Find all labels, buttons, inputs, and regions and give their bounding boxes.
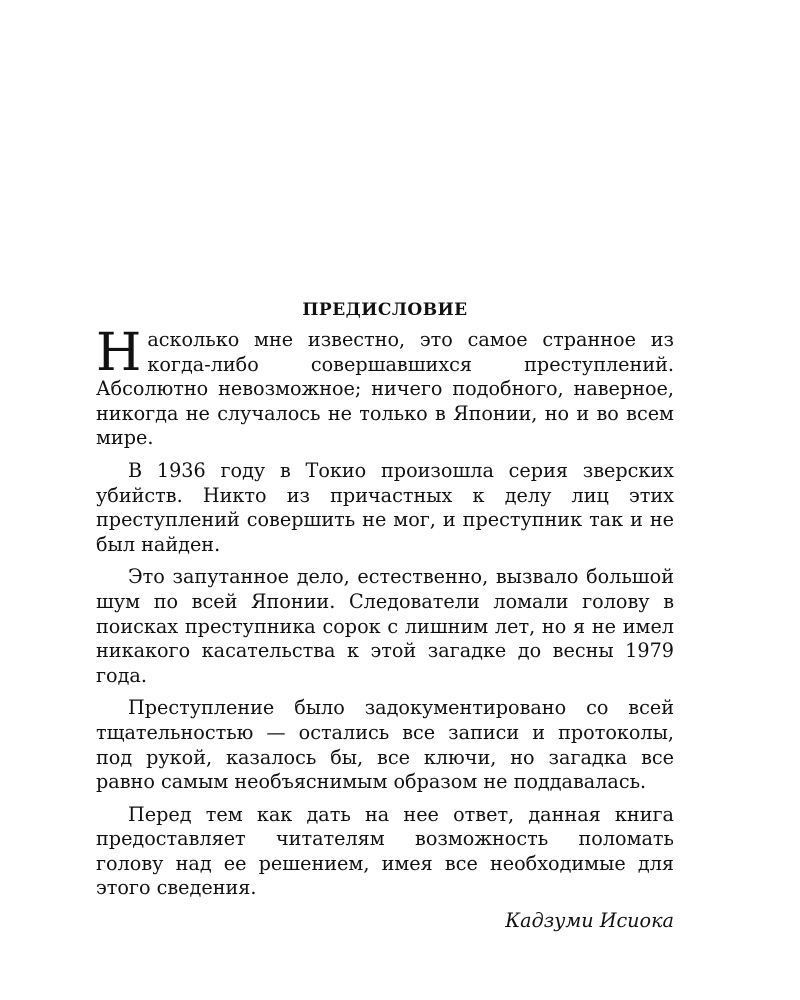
first-paragraph-text: асколько мне известно, это самое странное из когда-либо совершавшихся преступлений. Абсолютно невозможное; ничего подобного, наверное, никогда не случалось не только в Японии, но и во всем мире.	[96, 328, 674, 450]
drop-cap-letter: Н	[96, 323, 142, 383]
paragraph-reader-challenge: Перед тем как дать на нее ответ, данная книга предоставляет читателям возможность поломать голову над ее решением, имея все необходимые для этого сведения.	[96, 802, 674, 900]
paragraph-investigation: Это запутанное дело, естественно, вызвало большой шум по всей Японии. Следователи ломали голову в поисках преступника сорок с лишним лет, но я не имел никакого касательства к этой загадке до весны 1979 года.	[96, 565, 674, 687]
page-title: ПРЕДИСЛОВИЕ	[302, 300, 468, 320]
author-signature: Кадзуми Исиока	[505, 909, 674, 933]
paragraph-documentation: Преступление было задокументировано со всей тщательностью — остались все записи и протоколы, под рукой, казалось бы, все ключи, но загадка все равно самым необъяснимым образом не поддавалась.	[96, 696, 674, 794]
first-paragraph	[96, 323, 674, 451]
foreword-section	[96, 300, 674, 934]
paragraph-1936-murders: В 1936 году в Токио произошла серия зверских убийств. Никто из причастных к делу лиц этих преступлений совершить не мог, и преступник так и не был найден.	[96, 458, 674, 556]
